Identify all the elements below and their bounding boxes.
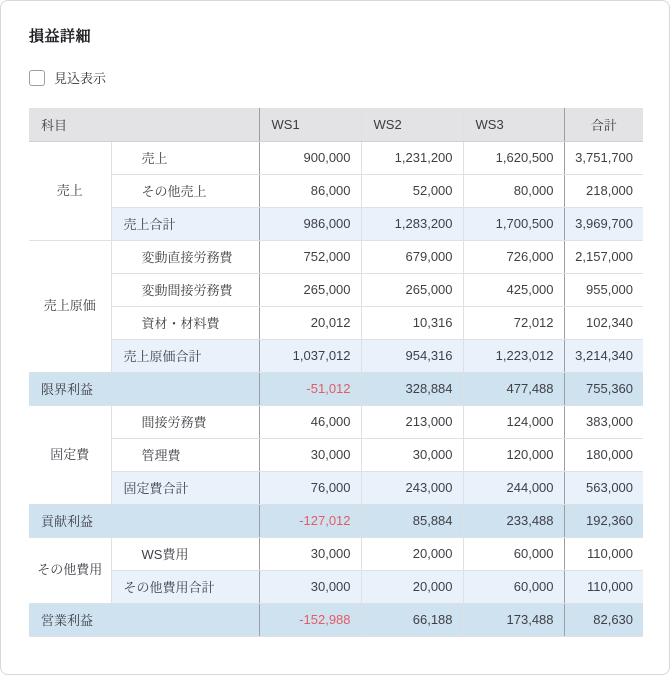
- value-cell: 1,283,200: [361, 207, 463, 240]
- table-row: [29, 471, 643, 504]
- row-label: その他売上: [111, 174, 259, 207]
- value-cell: 85,884: [361, 504, 463, 537]
- value-cell: 233,488: [463, 504, 564, 537]
- row-label: 限界利益: [29, 372, 259, 405]
- value-cell: 20,000: [361, 537, 463, 570]
- table-row: [29, 537, 643, 570]
- value-cell: 60,000: [463, 570, 564, 603]
- value-cell: 679,000: [361, 240, 463, 273]
- value-cell: 86,000: [259, 174, 361, 207]
- row-label: 資材・材料費: [111, 306, 259, 339]
- table-row: [29, 141, 643, 174]
- value-cell: 110,000: [564, 570, 643, 603]
- value-cell: -152,988: [259, 603, 361, 636]
- value-cell: 46,000: [259, 405, 361, 438]
- value-cell: 30,000: [259, 537, 361, 570]
- value-cell: 755,360: [564, 372, 643, 405]
- value-cell: 30,000: [361, 438, 463, 471]
- value-cell: 30,000: [259, 438, 361, 471]
- table-row: [29, 405, 643, 438]
- table-row: [29, 438, 643, 471]
- value-cell: 383,000: [564, 405, 643, 438]
- value-cell: 265,000: [259, 273, 361, 306]
- value-cell: 986,000: [259, 207, 361, 240]
- pl-table-body: [29, 141, 643, 636]
- table-row: [29, 603, 643, 636]
- value-cell: 20,012: [259, 306, 361, 339]
- table-row: [29, 240, 643, 273]
- value-cell: 425,000: [463, 273, 564, 306]
- group-label: その他費用: [29, 537, 111, 603]
- value-cell: 3,751,700: [564, 141, 643, 174]
- value-cell: 10,316: [361, 306, 463, 339]
- value-cell: 102,340: [564, 306, 643, 339]
- value-cell: 110,000: [564, 537, 643, 570]
- value-cell: 726,000: [463, 240, 564, 273]
- value-cell: 244,000: [463, 471, 564, 504]
- value-cell: 120,000: [463, 438, 564, 471]
- value-cell: 1,620,500: [463, 141, 564, 174]
- value-cell: 124,000: [463, 405, 564, 438]
- group-label: 売上: [29, 141, 111, 240]
- value-cell: 328,884: [361, 372, 463, 405]
- forecast-checkbox[interactable]: [29, 70, 45, 86]
- value-cell: 563,000: [564, 471, 643, 504]
- row-label: 間接労務費: [111, 405, 259, 438]
- value-cell: 3,969,700: [564, 207, 643, 240]
- header-total: 合計: [564, 108, 643, 141]
- header-account: 科目: [29, 108, 259, 141]
- row-label: WS費用: [111, 537, 259, 570]
- value-cell: 1,037,012: [259, 339, 361, 372]
- table-row: [29, 207, 643, 240]
- value-cell: 60,000: [463, 537, 564, 570]
- table-row: [29, 273, 643, 306]
- header-ws2: WS2: [361, 108, 463, 141]
- table-row: [29, 306, 643, 339]
- row-label: 売上合計: [111, 207, 259, 240]
- row-label: その他費用合計: [111, 570, 259, 603]
- table-row: [29, 174, 643, 207]
- row-label: 固定費合計: [111, 471, 259, 504]
- value-cell: 76,000: [259, 471, 361, 504]
- forecast-checkbox-label[interactable]: 見込表示: [54, 71, 107, 86]
- table-row: [29, 504, 643, 537]
- row-label: 変動直接労務費: [111, 240, 259, 273]
- value-cell: 243,000: [361, 471, 463, 504]
- value-cell: 1,700,500: [463, 207, 564, 240]
- value-cell: -127,012: [259, 504, 361, 537]
- row-label: 売上原価合計: [111, 339, 259, 372]
- value-cell: 192,360: [564, 504, 643, 537]
- value-cell: 3,214,340: [564, 339, 643, 372]
- value-cell: 52,000: [361, 174, 463, 207]
- value-cell: -51,012: [259, 372, 361, 405]
- forecast-toggle-row: [29, 68, 641, 87]
- value-cell: 66,188: [361, 603, 463, 636]
- header-ws1: WS1: [259, 108, 361, 141]
- value-cell: 955,000: [564, 273, 643, 306]
- row-label: 貢献利益: [29, 504, 259, 537]
- table-row: [29, 372, 643, 405]
- header-row: [29, 108, 643, 141]
- value-cell: 954,316: [361, 339, 463, 372]
- group-label: 固定費: [29, 405, 111, 504]
- table-row: [29, 570, 643, 603]
- header-ws3: WS3: [463, 108, 564, 141]
- profit-loss-table: [29, 108, 643, 637]
- row-label: 変動間接労務費: [111, 273, 259, 306]
- value-cell: 1,223,012: [463, 339, 564, 372]
- value-cell: 82,630: [564, 603, 643, 636]
- row-label: 営業利益: [29, 603, 259, 636]
- value-cell: 265,000: [361, 273, 463, 306]
- value-cell: 180,000: [564, 438, 643, 471]
- table-row: [29, 339, 643, 372]
- row-label: 管理費: [111, 438, 259, 471]
- value-cell: 752,000: [259, 240, 361, 273]
- value-cell: 1,231,200: [361, 141, 463, 174]
- value-cell: 173,488: [463, 603, 564, 636]
- value-cell: 2,157,000: [564, 240, 643, 273]
- value-cell: 900,000: [259, 141, 361, 174]
- value-cell: 477,488: [463, 372, 564, 405]
- value-cell: 30,000: [259, 570, 361, 603]
- row-label: 売上: [111, 141, 259, 174]
- value-cell: 213,000: [361, 405, 463, 438]
- value-cell: 80,000: [463, 174, 564, 207]
- group-label: 売上原価: [29, 240, 111, 372]
- value-cell: 72,012: [463, 306, 564, 339]
- page-title: 損益詳細: [29, 28, 92, 45]
- table-header: [29, 108, 643, 141]
- value-cell: 20,000: [361, 570, 463, 603]
- value-cell: 218,000: [564, 174, 643, 207]
